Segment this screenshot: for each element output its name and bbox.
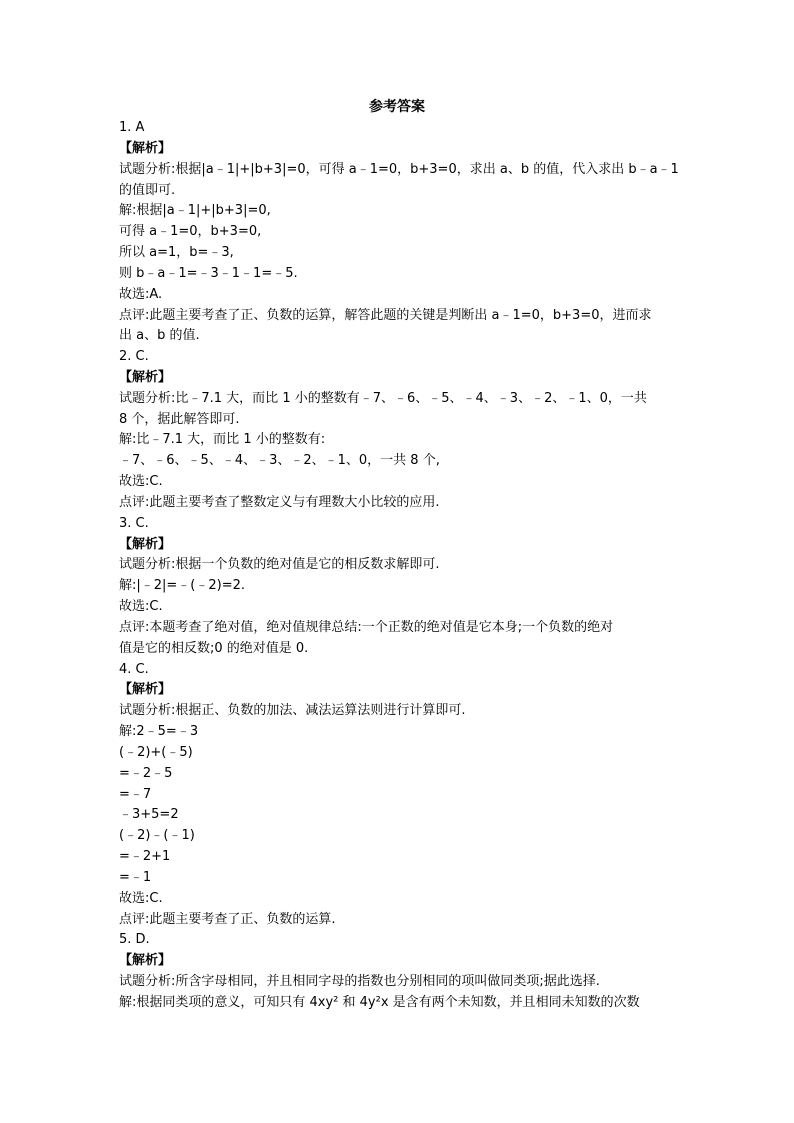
text-line: 4. C. [119, 661, 149, 677]
text-line: 【解析】 [119, 140, 172, 156]
text-line: (﹣2)﹣(﹣1) [119, 828, 195, 844]
text-line: =﹣2﹣5 [119, 765, 173, 781]
text-line: 5. D. [119, 932, 150, 948]
text-line: ﹣3+5=2 [119, 807, 179, 823]
text-line: 【解析】 [119, 682, 172, 698]
text-line: 的值即可. [119, 182, 176, 198]
text-line: 可得 a﹣1=0，b+3=0, [119, 224, 262, 240]
text-line: 故选:C. [119, 599, 163, 615]
text-line: 点评:本题考查了绝对值，绝对值规律总结:一个正数的绝对值是它本身;一个负数的绝对 [119, 619, 614, 635]
text-line: 试题分析:根据正、负数的加法、减法运算法则进行计算即可. [119, 703, 466, 719]
text-line: 出 a、b 的值. [119, 328, 200, 344]
text-line: 值是它的相反数;0 的绝对值是 0. [119, 640, 309, 656]
text-line: 试题分析:比﹣7.1 大，而比 1 小的整数有﹣7、﹣6、﹣5、﹣4、﹣3、﹣2、﹣1、0，一共 [119, 390, 647, 406]
text-line: 解:比﹣7.1 大，而比 1 小的整数有: [119, 432, 326, 448]
text-line: =﹣7 [119, 786, 152, 802]
text-line: 解:根据|a﹣1|+|b+3|=0, [119, 203, 271, 219]
text-line: 解:2﹣5=﹣3 [119, 724, 199, 740]
text-line: 试题分析:根据|a﹣1|+|b+3|=0，可得 a﹣1=0，b+3=0，求出 a、b 的值，代入求出 b﹣a﹣1 [119, 161, 679, 177]
text-line: 试题分析:所含字母相同，并且相同字母的指数也分别相同的项叫做同类项;据此选择. [119, 974, 600, 989]
text-line: 故选:C. [119, 890, 163, 906]
text-line: 故选:A. [119, 286, 163, 302]
text-line: 3. C. [119, 515, 149, 531]
text-line: =﹣1 [119, 869, 152, 885]
page-title: 参考答案 [369, 99, 425, 115]
text-line: 故选:C. [119, 474, 163, 490]
text-line: 试题分析:根据一个负数的绝对值是它的相反数求解即可. [119, 557, 440, 573]
text-line: 8 个，据此解答即可. [119, 411, 240, 427]
text-line: 点评:此题主要考查了整数定义与有理数大小比较的应用. [119, 494, 440, 510]
text-line: 则 b﹣a﹣1=﹣3﹣1﹣1=﹣5. [119, 265, 298, 281]
text-line: 2. C. [119, 349, 149, 365]
text-line: 【解析】 [119, 953, 172, 969]
text-line: 【解析】 [119, 370, 172, 385]
text-line: 【解析】 [119, 536, 172, 552]
text-line: 点评:此题主要考查了正、负数的运算，解答此题的关键是判断出 a﹣1=0，b+3=0，进而求 [119, 307, 652, 323]
text-line: ﹣7、﹣6、﹣5、﹣4、﹣3、﹣2、﹣1、0，一共 8 个, [119, 453, 440, 469]
text-line: 1. A [119, 120, 145, 135]
text-line: 所以 a=1，b=﹣3, [119, 245, 234, 260]
text-line: (﹣2)+(﹣5) [119, 744, 193, 760]
text-line: 点评:此题主要考查了正、负数的运算. [119, 911, 336, 927]
text-line: 解:根据同类项的意义，可知只有 4xy² 和 4y²x 是含有两个未知数，并且相同未知数的次数 [119, 994, 640, 1010]
text-line: 解:|﹣2|=﹣(﹣2)=2. [119, 578, 246, 594]
text-line: =﹣2+1 [119, 849, 171, 864]
